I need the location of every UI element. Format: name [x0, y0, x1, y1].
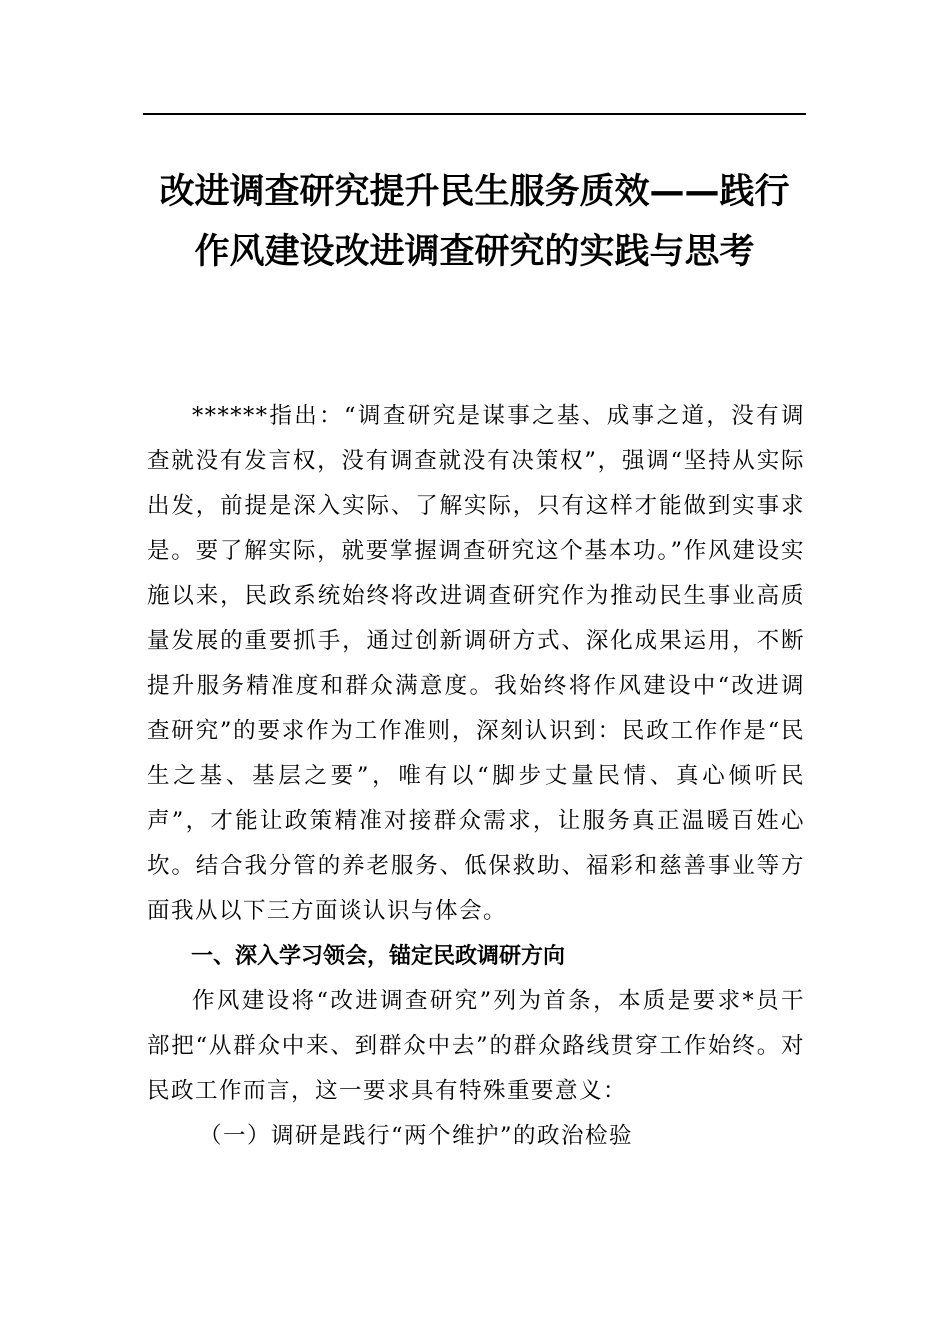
- title-line-2: 作风建设改进调查研究的实践与思考: [194, 232, 755, 272]
- document-title: [143, 162, 806, 282]
- section-heading-1: 一、深入学习领会，锚定民政调研方向: [191, 944, 566, 969]
- intro-paragraph: ******指出：“调查研究是谋事之基、成事之道，没有调查就没有发言权，没有调查就没有决策权”，强调“坚持从实际出发，前提是深入实际、了解实际，只有这样才能做到实事求是。要了解实际，就要掌握调查研究这个基本功。”作风建设实施以来，民政系统始终将改进调查研究作为推动民生事业高质量发展的重要抓手，通过创新调研方式、深化成果运用，不断提升服务精准度和群众满意度。我始终将作风建设中“改进调查研究”的要求作为工作准则，深刻认识到：民政工作作是“民生之基、基层之要”，唯有以“脚步丈量民情、真心倾听民声”，才能让政策精准对接群众需求，让服务真正温暖百姓心坎。结合我分管的养老服务、低保救助、福彩和慈善事业等方面我从以下三方面谈认识与体会。: [147, 403, 805, 924]
- document-body: [147, 394, 805, 1159]
- section-1-paragraph: 作风建设将“改进调查研究”列为首条，本质是要求*员干部把“从群众中来、到群众中去”的群众路线贯穿工作始终。对民政工作而言，这一要求具有特殊重要意义：: [147, 988, 805, 1104]
- title-line-1: 改进调查研究提升民生服务质效——践行: [159, 172, 790, 212]
- header-rule: [143, 113, 806, 115]
- subsection-heading-1: （一）调研是践行“两个维护”的政治检验: [199, 1123, 634, 1149]
